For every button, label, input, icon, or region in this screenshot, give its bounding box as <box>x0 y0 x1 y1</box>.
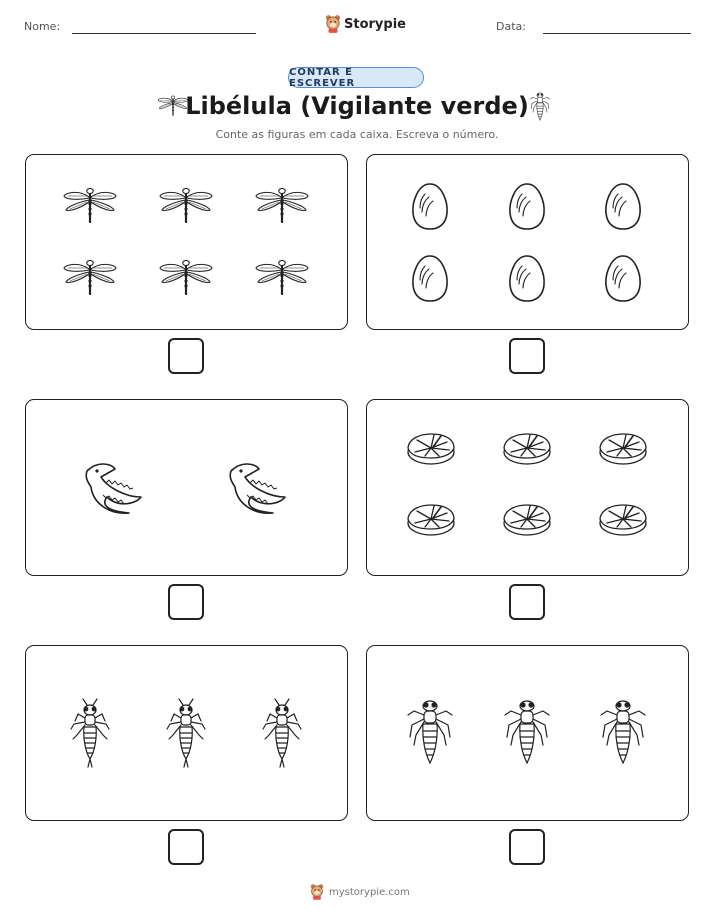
footer <box>310 883 410 901</box>
date-label: Data: <box>496 20 526 33</box>
name-label: Nome: <box>24 20 61 33</box>
brand-name: Storypie <box>344 16 406 32</box>
lily-pad-icon <box>504 434 550 464</box>
bear-mascot-icon <box>310 883 324 901</box>
dragonfly-icon <box>256 188 308 222</box>
egg-icon <box>510 256 544 301</box>
date-line[interactable] <box>543 33 691 34</box>
dragonfly-icon <box>64 260 116 294</box>
egg-icon <box>413 184 447 229</box>
dragonfly-icon <box>256 260 308 294</box>
instructions: Conte as figuras em cada caixa. Escreva o número. <box>215 128 499 141</box>
egg-icon <box>510 184 544 229</box>
nymph-icon <box>71 699 109 767</box>
answer-box[interactable] <box>509 338 545 374</box>
lily-pad-icon <box>600 505 646 535</box>
answer-box[interactable] <box>168 338 204 374</box>
brand-logo <box>325 14 406 34</box>
footer-url[interactable]: mystorypie.com <box>329 886 410 898</box>
emerging-dragonfly-icon <box>408 701 452 763</box>
lily-pad-icon <box>408 505 454 535</box>
egg-icon <box>413 256 447 301</box>
egg-icon <box>606 256 640 301</box>
dragonfly-icon <box>160 260 212 294</box>
egg-group <box>366 154 689 330</box>
nymph-jaw-icon <box>230 464 285 513</box>
emerging-dragonfly-icon <box>527 92 553 122</box>
dragonfly-group <box>25 154 348 330</box>
page-title: Libélula (Vigilante verde) <box>185 92 529 120</box>
lily-pad-icon <box>504 505 550 535</box>
dragonfly-icon <box>160 188 212 222</box>
jaw-group <box>25 399 348 576</box>
nymph-group <box>25 645 348 821</box>
activity-badge: CONTAR E ESCREVER <box>288 67 424 88</box>
bear-mascot-icon <box>325 14 341 34</box>
name-line[interactable] <box>72 33 256 34</box>
answer-box[interactable] <box>168 584 204 620</box>
emerging-dragonfly-icon <box>505 701 549 763</box>
nymph-icon <box>263 699 301 767</box>
nymph-jaw-icon <box>86 464 141 513</box>
lily-pad-icon <box>408 434 454 464</box>
answer-box[interactable] <box>509 584 545 620</box>
answer-box[interactable] <box>509 829 545 865</box>
emerging-group <box>366 645 689 821</box>
lily-pad-icon <box>600 434 646 464</box>
answer-box[interactable] <box>168 829 204 865</box>
emerging-dragonfly-icon <box>601 701 645 763</box>
dragonfly-icon <box>64 188 116 222</box>
egg-icon <box>606 184 640 229</box>
lily-pad-group <box>366 399 689 576</box>
nymph-icon <box>167 699 205 767</box>
